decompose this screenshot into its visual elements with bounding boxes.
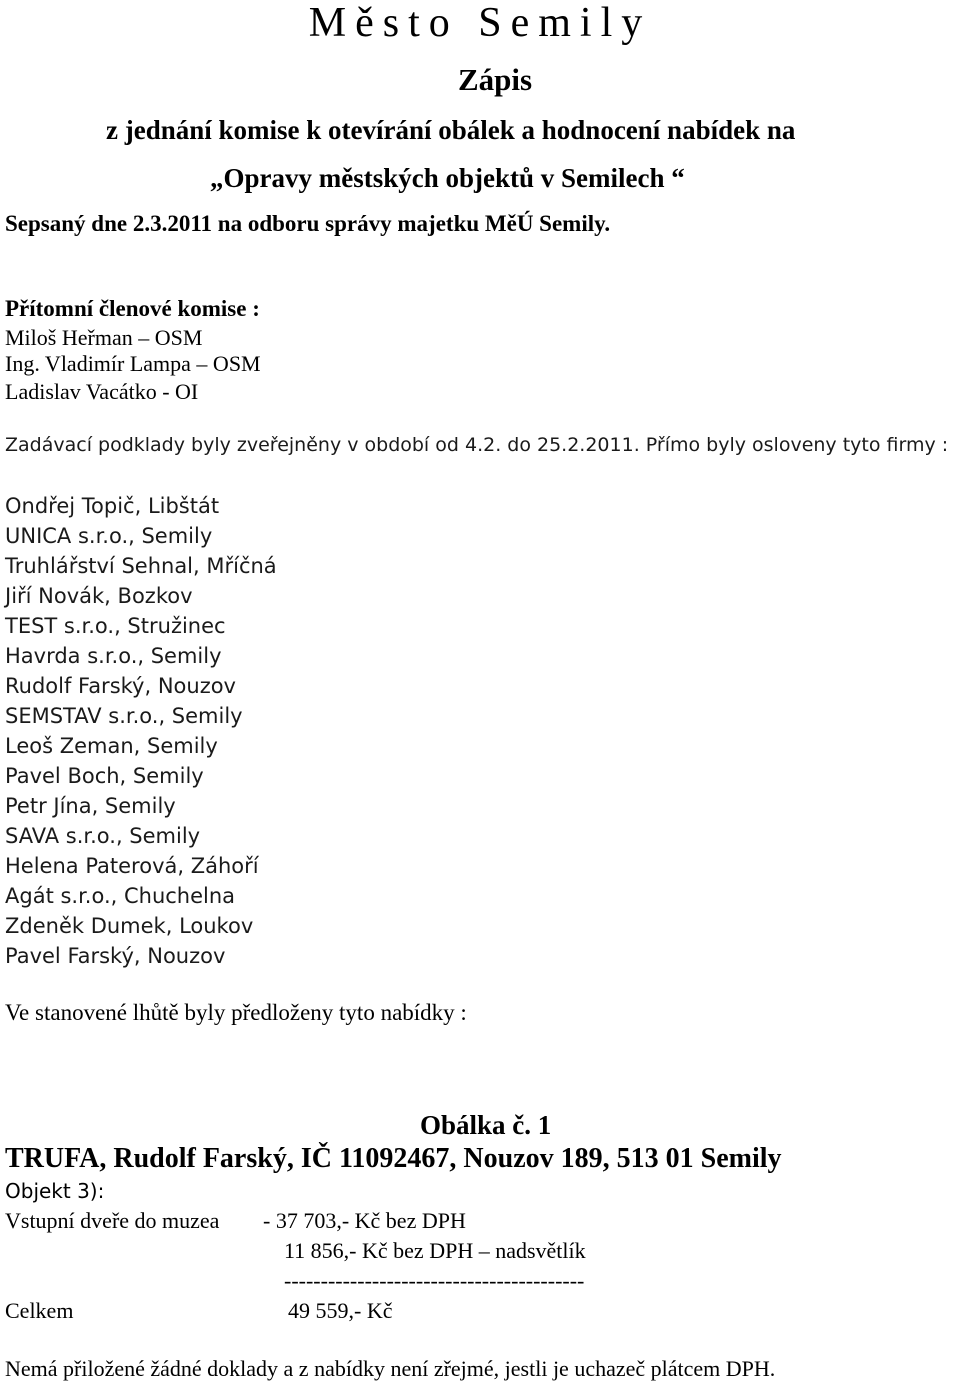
invitation-text: Zadávací podklady byly zveřejněny v období od 4.2. do 25.2.2011. Přímo byly osloveny tyto firmy :	[5, 434, 949, 456]
item2-value: 11 856,- Kč bez DPH – nadsvětlík	[284, 1238, 586, 1263]
list-item: Havrda s.r.o., Semily	[5, 644, 222, 668]
offers-text: Ve stanovené lhůtě byly předloženy tyto nabídky :	[5, 1000, 467, 1025]
list-item: Petr Jína, Semily	[5, 794, 176, 818]
list-item: Rudolf Farský, Nouzov	[5, 674, 236, 698]
bidder-line: TRUFA, Rudolf Farský, IČ 11092467, Nouzov 189, 513 01 Semily	[5, 1143, 782, 1174]
list-item: Truhlářství Sehnal, Mříčná	[5, 554, 277, 578]
list-item: Agát s.r.o., Chuchelna	[5, 884, 236, 908]
subject-line-2: „Opravy městských objektů v Semilech “	[210, 163, 685, 193]
list-item: Helena Paterová, Záhoří	[5, 854, 259, 878]
date-line: Sepsaný dne 2.3.2011 na odboru správy majetku MěÚ Semily.	[5, 211, 611, 236]
list-item: Ondřej Topič, Libštát	[5, 494, 220, 518]
list-item: Pavel Boch, Semily	[5, 764, 204, 788]
list-item: UNICA s.r.o., Semily	[5, 524, 213, 548]
list-item: TEST s.r.o., Stružinec	[5, 614, 226, 638]
total-value: 49 559,- Kč	[288, 1298, 393, 1323]
list-item: Pavel Farský, Nouzov	[5, 944, 226, 968]
item1-value: - 37 703,- Kč bez DPH	[263, 1208, 466, 1233]
committee-member: Ladislav Vacátko - OI	[5, 379, 199, 404]
committee-heading: Přítomní členové komise :	[5, 296, 260, 321]
list-item: Leoš Zeman, Semily	[5, 734, 218, 758]
city-heading: Město Semily	[308, 0, 652, 46]
firm-list	[5, 494, 277, 974]
committee-member: Miloš Heřman – OSM	[5, 325, 203, 350]
note-line: Nemá přiložené žádné doklady a z nabídky není zřejmé, jestli je uchazeč plátcem DPH.	[5, 1356, 776, 1381]
list-item: Zdeněk Dumek, Loukov	[5, 914, 254, 938]
list-item: SEMSTAV s.r.o., Semily	[5, 704, 243, 728]
committee-member: Ing. Vladimír Lampa – OSM	[5, 351, 261, 376]
list-item: Jiří Novák, Bozkov	[5, 584, 193, 608]
list-item: SAVA s.r.o., Semily	[5, 824, 201, 848]
document-title: Zápis	[457, 62, 533, 97]
object-label: Objekt 3):	[5, 1179, 105, 1203]
item1-label: Vstupní dveře do muzea	[5, 1208, 220, 1233]
envelope-label: Obálka č. 1	[420, 1110, 552, 1140]
separator-line: -----------------------------------------	[284, 1268, 585, 1293]
total-label: Celkem	[5, 1298, 74, 1323]
subject-line-1: z jednání komise k otevírání obálek a hodnocení nabídek na	[106, 115, 796, 145]
